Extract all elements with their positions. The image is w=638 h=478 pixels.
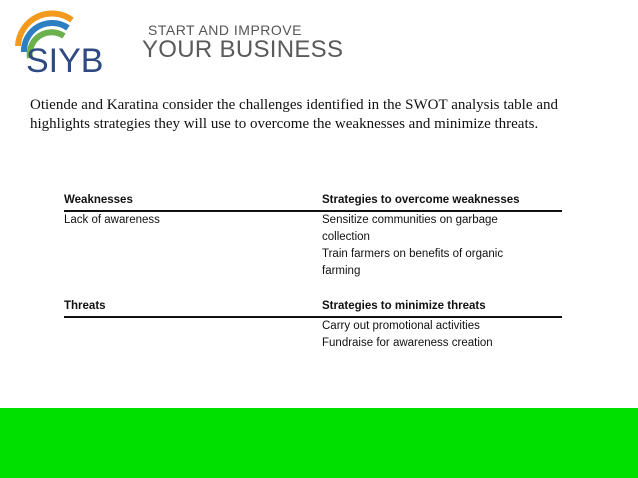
- brand-tagline: START AND IMPROVE: [148, 22, 302, 38]
- intro-paragraph: Otiende and Karatina consider the challenges identified in the SWOT analysis table and highlights strategies they will use to overcome the weaknesses and minimize threats.: [30, 97, 558, 132]
- threat-strategy: Carry out promotional activities: [322, 320, 480, 332]
- weakness-strategy: collection: [322, 231, 370, 243]
- footer-bar: [0, 408, 638, 478]
- threat-strategy-header: Strategies to minimize threats: [322, 300, 486, 312]
- weakness-strategy: farming: [322, 265, 361, 277]
- weakness-item: Lack of awareness: [64, 214, 160, 226]
- siyb-logo: [4, 2, 134, 80]
- threat-strategy: Fundraise for awareness creation: [322, 337, 493, 349]
- threat-row: [64, 318, 562, 358]
- weakness-strategy: Sensitize communities on garbage: [322, 214, 498, 226]
- weakness-strategy-header: Strategies to overcome weaknesses: [322, 194, 520, 206]
- threat-header: Threats: [64, 300, 106, 312]
- weakness-header-row: [64, 194, 562, 212]
- swot-strategy-table: [64, 194, 562, 358]
- weakness-strategy: Train farmers on benefits of organic: [322, 248, 504, 260]
- brand-title: YOUR BUSINESS: [142, 36, 344, 63]
- logo-text: SIYB: [26, 42, 104, 80]
- weakness-header: Weaknesses: [64, 194, 133, 206]
- weakness-row: [64, 212, 562, 286]
- threat-header-row: [64, 300, 562, 318]
